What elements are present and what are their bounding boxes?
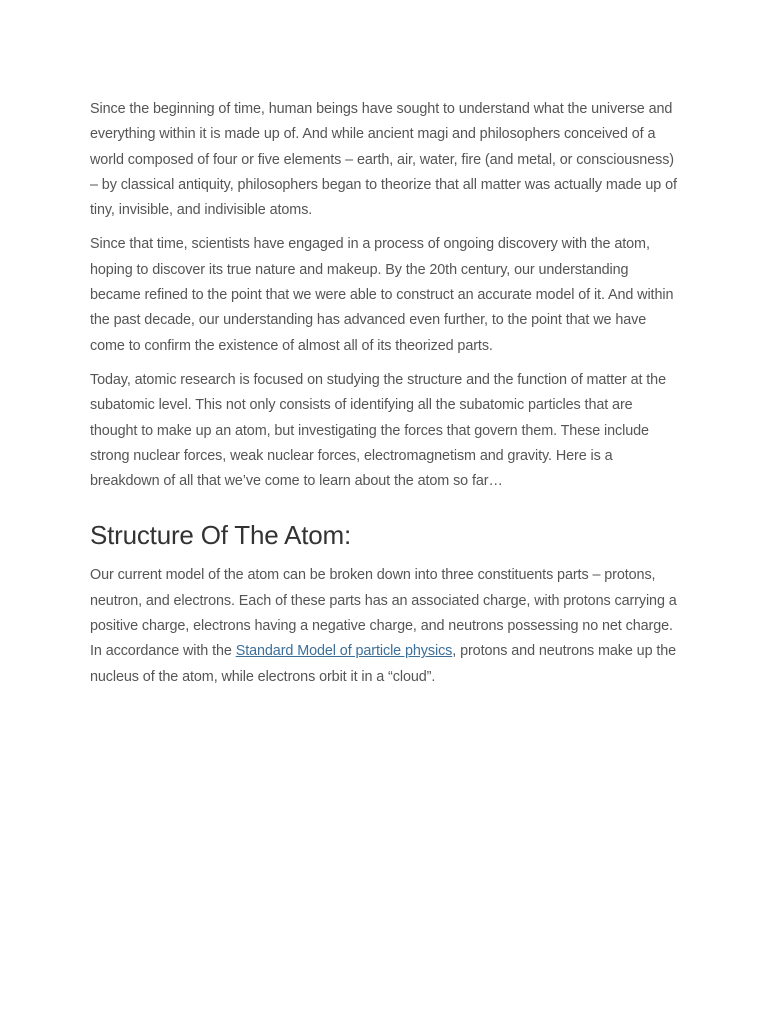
research-paragraph: Today, atomic research is focused on studying the structure and the function of matter at the subatomic level. This not only consists of identifying all the subatomic particles that are thought to make up an atom, but investigating the forces that govern them. These include strong nuclear forces, weak nuclear forces, electromagnetism and gravity. Here is a breakdown of all that we’ve come to learn about the atom so far… [90, 371, 666, 490]
article-body [90, 97, 680, 699]
structure-paragraph [90, 563, 680, 689]
section-heading: Structure Of The Atom: [90, 520, 352, 551]
standard-model-link[interactable]: Standard Model of particle physics [235, 643, 453, 660]
structure-text-before-link: Our current model of the atom can be broken down into three constituents parts – protons, neutron, and electrons. Each of these parts has an associated charge, with protons carrying a positive charge, electrons having a negative charge, and neutrons possessing no net charge. In accordance with the [90, 567, 677, 660]
structure-text-after-link: , protons and neutrons make up the nucleus of the atom, while electrons orbit it in a “cloud”. [90, 643, 677, 685]
intro-paragraph: Since the beginning of time, human beings have sought to understand what the universe and everything within it is made up of. And while ancient magi and philosophers conceived of a world composed of four or five elements – earth, air, water, fire (and metal, or consciousness) – by classical antiquity, philosophers began to theorize that all matter was actually made up of tiny, invisible, and indivisible atoms. [90, 101, 677, 219]
discovery-paragraph: Since that time, scientists have engaged in a process of ongoing discovery with the atom, hoping to discover its true nature and makeup. By the 20th century, our understanding became refined to the point that we were able to construct an accurate model of it. And within the past decade, our understanding has advanced even further, to the point that we have come to confirm the existence of almost all of its theorized parts. [90, 236, 674, 354]
